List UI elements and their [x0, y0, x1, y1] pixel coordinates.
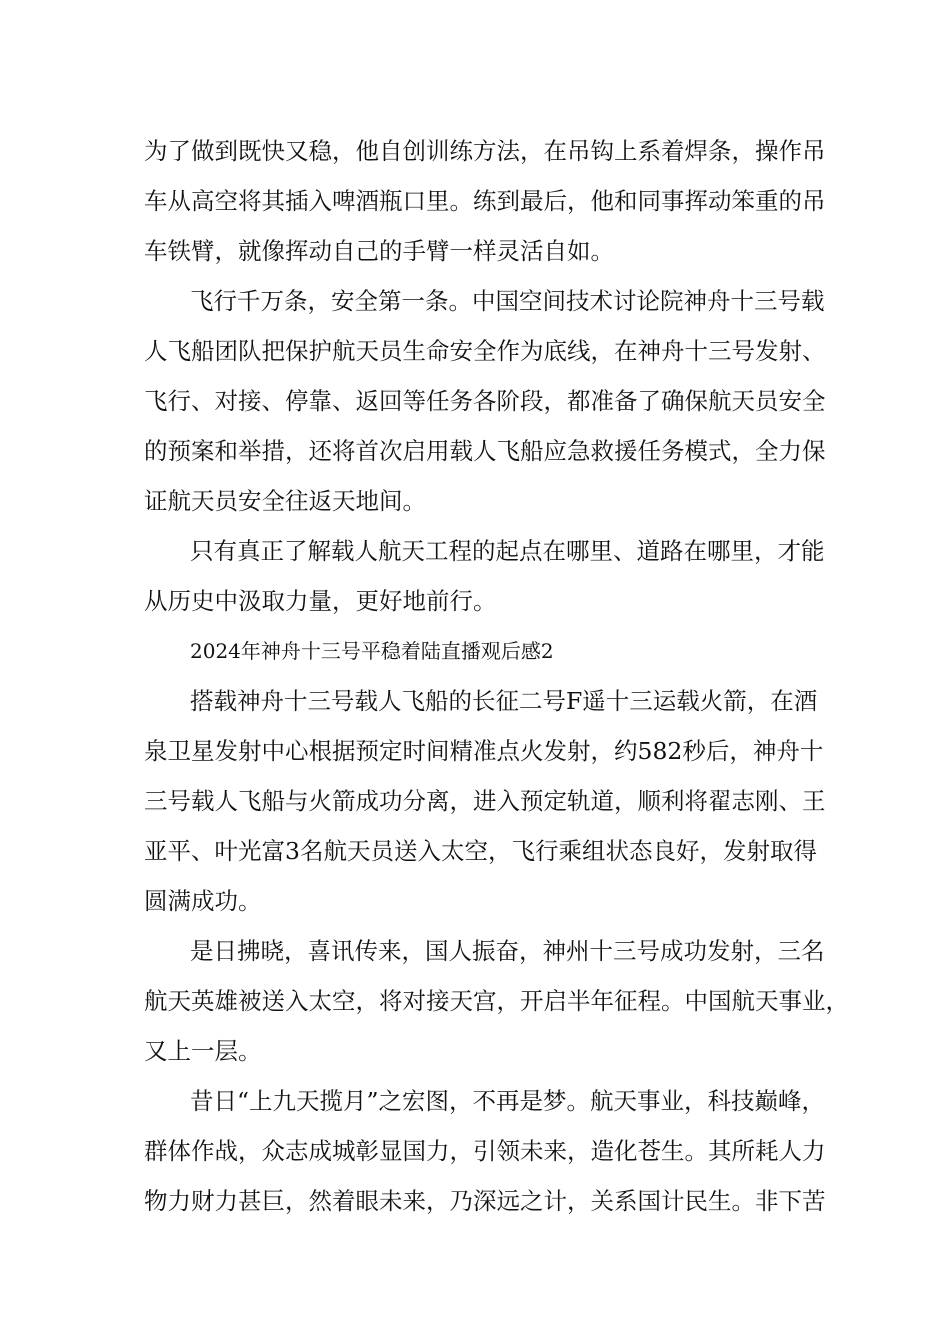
text-line: 车铁臂，就像挥动自己的手臂一样灵活自如。: [144, 237, 614, 265]
text-line: 飞行千万条，安全第一条。中国空间技术讨论院神舟十三号载: [190, 287, 825, 315]
section-heading: 2024年神舟十三号平稳着陆直播观后感2: [190, 639, 554, 663]
text-line: 物力财力甚巨，然着眼未来，乃深远之计，关系国计民生。非下苦: [144, 1187, 826, 1215]
text-line: 是日拂晓，喜讯传来，国人振奋，神州十三号成功发射，三名: [190, 937, 825, 965]
text-line: 群体作战，众志成城彰显国力，引领未来，造化苍生。其所耗人力: [144, 1137, 826, 1165]
text-line: 昔日“上九天揽月”之宏图，不再是梦。航天事业，科技巅峰，: [190, 1087, 826, 1115]
text-line: 飞行、对接、停靠、返回等任务各阶段，都准备了确保航天员安全: [144, 387, 826, 415]
text-line: 人飞船团队把保护航天员生命安全作为底线，在神舟十三号发射、: [144, 337, 826, 365]
text-line: 只有真正了解载人航天工程的起点在哪里、道路在哪里，才能: [190, 537, 825, 565]
text-line: 亚平、叶光富3名航天员送入太空，飞行乘组状态良好，发射取得: [144, 837, 817, 865]
text-line: 证航天员安全往返天地间。: [144, 487, 426, 515]
text-line: 从历史中汲取力量，更好地前行。: [144, 587, 497, 615]
text-line: 三号载人飞船与火箭成功分离，进入预定轨道，顺利将翟志刚、王: [144, 787, 826, 815]
text-line: 又上一层。: [144, 1037, 262, 1065]
text-line: 泉卫星发射中心根据预定时间精准点火发射，约582秒后，神舟十: [144, 737, 824, 765]
text-line: 搭载神舟十三号载人飞船的长征二号F遥十三运载火箭，在酒: [190, 687, 818, 715]
text-line: 为了做到既快又稳，他自创训练方法，在吊钩上系着焊条，操作吊: [144, 137, 826, 165]
text-line: 航天英雄被送入太空，将对接天宫，开启半年征程。中国航天事业，: [144, 987, 849, 1015]
text-line: 车从高空将其插入啤酒瓶口里。练到最后，他和同事挥动笨重的吊: [144, 187, 826, 215]
text-line: 的预案和举措，还将首次启用载人飞船应急救援任务模式，全力保: [144, 437, 826, 465]
text-line: 圆满成功。: [144, 887, 262, 915]
